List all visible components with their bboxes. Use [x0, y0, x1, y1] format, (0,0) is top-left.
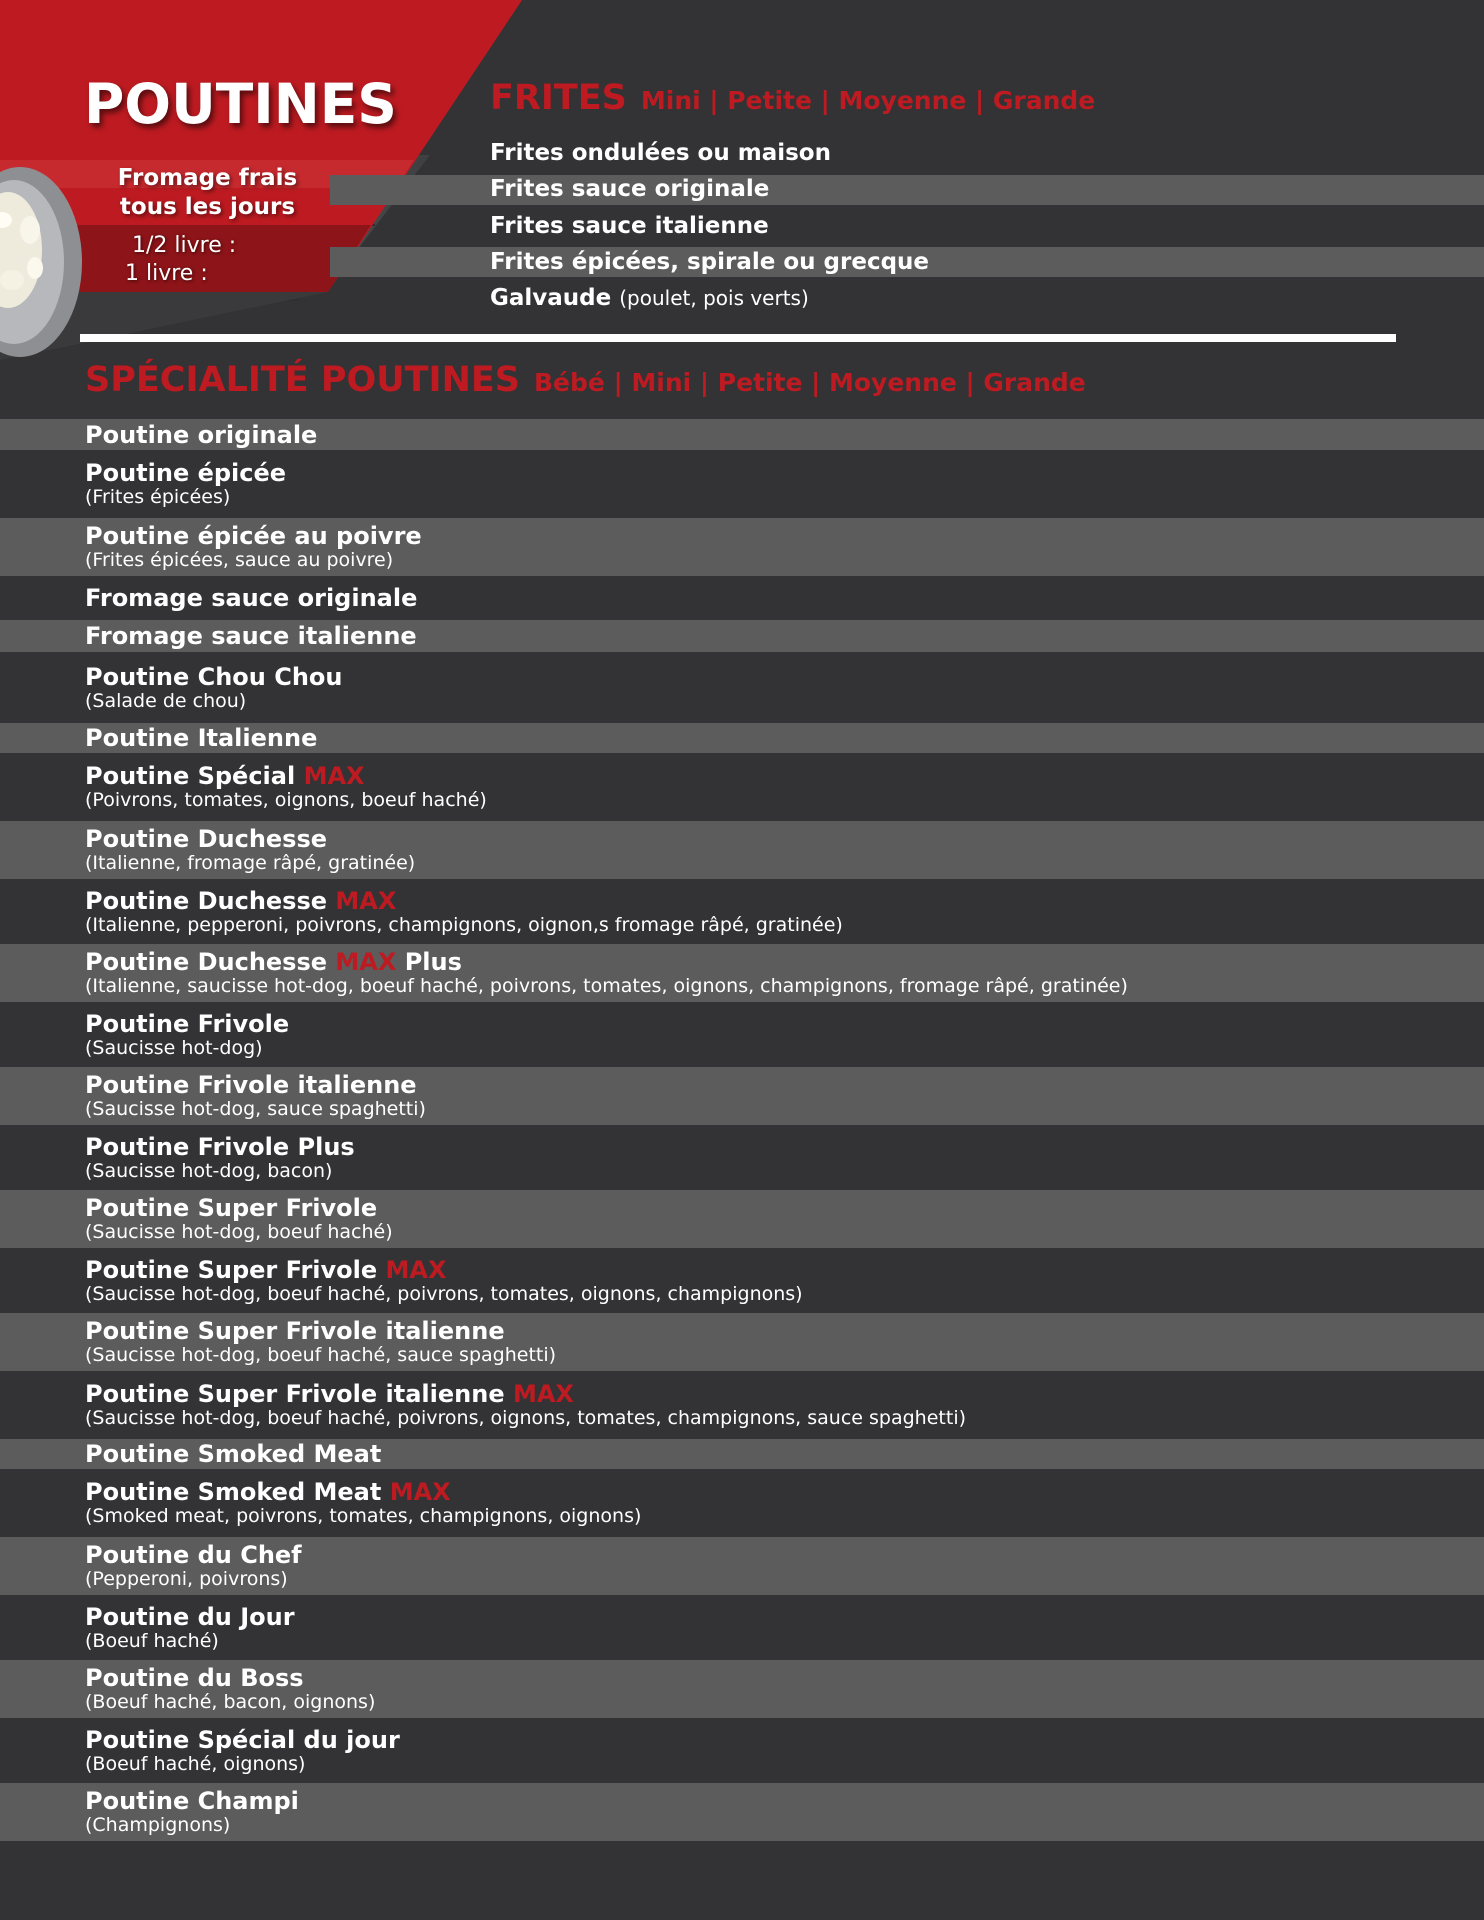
menu-item-row — [0, 1002, 1484, 1067]
menu-item-title: Poutine Duchesse — [85, 887, 328, 915]
menu-item-suffix: Plus — [404, 948, 462, 976]
menu-item-description: (Salade de chou) — [85, 690, 247, 712]
menu-item-title: Poutine épicée au poivre — [85, 522, 422, 550]
menu-item-description: (Frites épicées) — [85, 486, 231, 508]
frites-item-note: (poulet, pois verts) — [619, 286, 809, 310]
menu-item-description: (Smoked meat, poivrons, tomates, champignons, oignons) — [85, 1505, 642, 1527]
menu-item-row — [0, 1125, 1484, 1190]
menu-item-name — [85, 421, 317, 449]
menu-item-row — [0, 1313, 1484, 1371]
frites-item: Frites sauce originale — [490, 176, 770, 202]
menu-item-row — [0, 1718, 1484, 1783]
menu-item-title: Fromage sauce originale — [85, 584, 418, 612]
specialites-sizes: Bébé | Mini | Petite | Moyenne | Grande — [534, 368, 1086, 397]
menu-item-name — [85, 663, 342, 691]
menu-item-row — [0, 1067, 1484, 1125]
menu-item-description: (Saucisse hot-dog) — [85, 1037, 263, 1059]
menu-item-title: Poutine Super Frivole — [85, 1256, 378, 1284]
hero-title: POUTINES — [84, 72, 397, 136]
menu-item-title: Poutine Super Frivole — [85, 1194, 378, 1222]
section-divider — [80, 334, 1396, 342]
menu-item-description: (Poivrons, tomates, oignons, boeuf haché) — [85, 789, 487, 811]
menu-item-title: Poutine Duchesse — [85, 948, 328, 976]
menu-item-description: (Saucisse hot-dog, boeuf haché, sauce spaghetti) — [85, 1344, 557, 1366]
frites-item: Frites sauce italienne — [490, 213, 769, 239]
menu-item-name — [85, 1194, 377, 1222]
frites-heading — [490, 78, 1095, 118]
menu-item-title: Poutine Champi — [85, 1787, 299, 1815]
frites-title: FRITES — [490, 78, 627, 118]
menu-item-description: (Boeuf haché, oignons) — [85, 1753, 306, 1775]
max-badge: MAX — [335, 887, 397, 915]
menu-item-title: Poutine Spécial du jour — [85, 1726, 400, 1754]
menu-item-description: (Boeuf haché, bacon, oignons) — [85, 1691, 376, 1713]
menu-item-title: Poutine Frivole Plus — [85, 1133, 355, 1161]
menu-item-row — [0, 1371, 1484, 1439]
specialites-heading — [85, 360, 1086, 400]
menu-item-row — [0, 1248, 1484, 1313]
menu-item-row — [0, 576, 1484, 620]
menu-item-name — [85, 1010, 289, 1038]
menu-item-name — [85, 522, 422, 550]
menu-item-name — [85, 1317, 505, 1345]
price-one-pound: 1 livre : — [125, 261, 208, 286]
menu-item-description: (Saucisse hot-dog, bacon) — [85, 1160, 333, 1182]
menu-item-description: (Italienne, fromage râpé, gratinée) — [85, 852, 416, 874]
menu-item-row — [0, 944, 1484, 1002]
menu-item-row — [0, 723, 1484, 753]
menu-item-row — [0, 450, 1484, 518]
max-badge: MAX — [512, 1380, 574, 1408]
menu-item-name — [85, 1787, 299, 1815]
menu-item-name — [85, 1603, 295, 1631]
menu-item-description: (Saucisse hot-dog, boeuf haché) — [85, 1221, 393, 1243]
menu-item-row — [0, 1537, 1484, 1595]
menu-item-description: (Boeuf haché) — [85, 1630, 219, 1652]
menu-item-row — [0, 753, 1484, 821]
frites-item: Frites ondulées ou maison — [490, 140, 831, 166]
menu-item-description: (Pepperoni, poivrons) — [85, 1568, 288, 1590]
menu-item-row — [0, 1660, 1484, 1718]
menu-item-title: Poutine Super Frivole italienne — [85, 1317, 505, 1345]
menu-item-title: Poutine du Chef — [85, 1541, 302, 1569]
frites-item: Frites épicées, spirale ou grecque — [490, 249, 930, 275]
menu-item-title: Poutine Super Frivole italienne — [85, 1380, 505, 1408]
menu-item-row — [0, 821, 1484, 879]
max-badge: MAX — [303, 762, 365, 790]
menu-item-name — [85, 1071, 417, 1099]
menu-item-name — [85, 622, 417, 650]
menu-item-description: (Italienne, pepperoni, poivrons, champignons, oignon,s fromage râpé, gratinée) — [85, 914, 843, 936]
menu-item-title: Fromage sauce italienne — [85, 622, 417, 650]
menu-item-title: Poutine Frivole — [85, 1010, 290, 1038]
menu-item-title: Poutine Italienne — [85, 724, 318, 752]
menu-item-name — [85, 1478, 451, 1506]
menu-item-name — [85, 584, 417, 612]
menu-item-title: Poutine Smoked Meat — [85, 1478, 382, 1506]
specialites-title: SPÉCIALITÉ POUTINES — [85, 360, 520, 400]
menu-item-title: Poutine épicée — [85, 459, 287, 487]
menu-item-name — [85, 825, 327, 853]
menu-item-title: Poutine Spécial — [85, 762, 296, 790]
menu-item-name — [85, 459, 286, 487]
frites-sizes: Mini | Petite | Moyenne | Grande — [640, 86, 1096, 115]
menu-item-title: Poutine Smoked Meat — [85, 1440, 382, 1468]
menu-item-title: Poutine originale — [85, 421, 318, 449]
menu-item-description: (Italienne, saucisse hot-dog, boeuf haché, poivrons, tomates, oignons, champignons, fromage râpé, gratinée) — [85, 975, 1128, 997]
hero-subtitle — [100, 164, 315, 222]
price-half-pound: 1/2 livre : — [132, 233, 237, 258]
menu-item-name — [85, 887, 396, 915]
menu-item-row — [0, 1469, 1484, 1537]
menu-item-title: Poutine Chou Chou — [85, 663, 343, 691]
menu-item-name — [85, 1133, 355, 1161]
menu-item-name — [85, 1726, 400, 1754]
menu-item-name — [85, 762, 365, 790]
menu-item-row — [0, 1783, 1484, 1841]
menu-item-row — [0, 652, 1484, 723]
menu-item-row — [0, 1439, 1484, 1469]
menu-item-description: (Saucisse hot-dog, boeuf haché, poivrons, oignons, tomates, champignons, sauce spaghetti) — [85, 1407, 967, 1429]
menu-item-name — [85, 724, 317, 752]
menu-item-name — [85, 948, 462, 976]
menu-item-row — [0, 419, 1484, 450]
menu-item-title: Poutine Frivole italienne — [85, 1071, 417, 1099]
menu-item-description: (Champignons) — [85, 1814, 231, 1836]
menu-item-name — [85, 1380, 574, 1408]
menu-item-name — [85, 1664, 304, 1692]
hero-subtitle-line2: tous les jours — [119, 194, 296, 220]
max-badge: MAX — [389, 1478, 451, 1506]
menu-item-description: (Saucisse hot-dog, boeuf haché, poivrons, tomates, oignons, champignons) — [85, 1283, 803, 1305]
menu-item-row — [0, 879, 1484, 944]
menu-item-row — [0, 620, 1484, 652]
menu-item-title: Poutine Duchesse — [85, 825, 328, 853]
hero-subtitle-line1: Fromage frais — [117, 165, 298, 191]
menu-item-description: (Saucisse hot-dog, sauce spaghetti) — [85, 1098, 426, 1120]
menu-item-row — [0, 1595, 1484, 1660]
menu-item-name — [85, 1440, 381, 1468]
max-badge: MAX — [385, 1256, 447, 1284]
menu-item-row — [0, 1190, 1484, 1248]
menu-item-title: Poutine du Jour — [85, 1603, 295, 1631]
menu-item-description: (Frites épicées, sauce au poivre) — [85, 549, 394, 571]
menu-item-row — [0, 518, 1484, 576]
frites-item: Galvaude (poulet, pois verts) — [490, 285, 809, 311]
max-badge: MAX — [335, 948, 397, 976]
menu-item-name — [85, 1256, 447, 1284]
menu-item-title: Poutine du Boss — [85, 1664, 304, 1692]
menu-item-name — [85, 1541, 302, 1569]
